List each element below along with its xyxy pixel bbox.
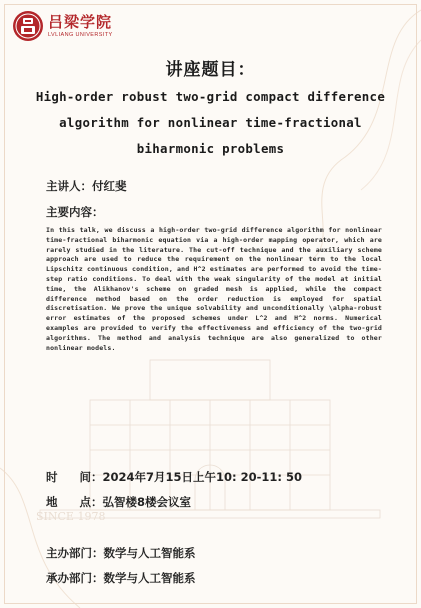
place-label [46,494,103,510]
organizer-row [46,570,196,586]
organizer-label: 承办部门： [46,571,104,585]
host-label: 主办部门： [46,546,104,560]
time-label [46,469,103,485]
abstract-text: In this talk, we discuss a high-order two-grid difference algorithm for nonlinear time-fractional biharmonic equation via a high-order mapping operator, which are rarely studied in the literature. The cut-off technique and the auxiliary scheme approach are used to reduce the requirement on the nonlinear term to the local Lipschitz continuous condition, and H^2 estimates are performed to avoid the time-step ratio conditions. To deal with the weak singularity of the model at initial time, the Alikhanov's scheme on graded mesh is applied, while the compact difference method based on the order reduction is employed for spatial discretisation. We prove the unique solvability and unconditionally \alpha-robust error estimates of the proposed schemes under L^2 and H^2 norms. Numerical examples are provided to verify the effectiveness and efficiency of the two-grid algorithms. The method and analysis technique are also generalized to other nonlinear models. [46,226,382,352]
host-row [46,545,196,561]
host-value: 数学与人工智能系 [103,546,196,560]
time-label-b: 间： [79,470,103,484]
lecture-title: High-order robust two-grid compact difference algorithm for nonlinear time-fractional biharmonic problems [35,89,386,156]
time-value: 2024年7月15日上午10: 20-11: 50 [102,470,303,484]
place-value: 弘智楼8楼会议室 [102,495,192,509]
organizer-value: 数学与人工智能系 [103,571,196,585]
lecture-heading: 讲座题目： [165,60,256,80]
time-label-a: 时 [46,470,58,484]
university-logo [12,10,113,42]
time-row [46,469,302,485]
campus-building-watermark [30,340,390,540]
university-name-en: LVLIANG UNIVERSITY [48,32,113,38]
place-label-b: 点： [79,495,103,509]
place-row [46,494,191,510]
speaker: 主讲人：付红斐 [46,179,127,193]
university-name-cn: 吕梁学院 [48,13,113,31]
since-watermark-text: SINCE 1978 [36,510,106,523]
place-label-a: 地 [46,495,58,509]
content-label: 主要内容： [46,205,104,219]
university-seal-icon [12,10,44,42]
